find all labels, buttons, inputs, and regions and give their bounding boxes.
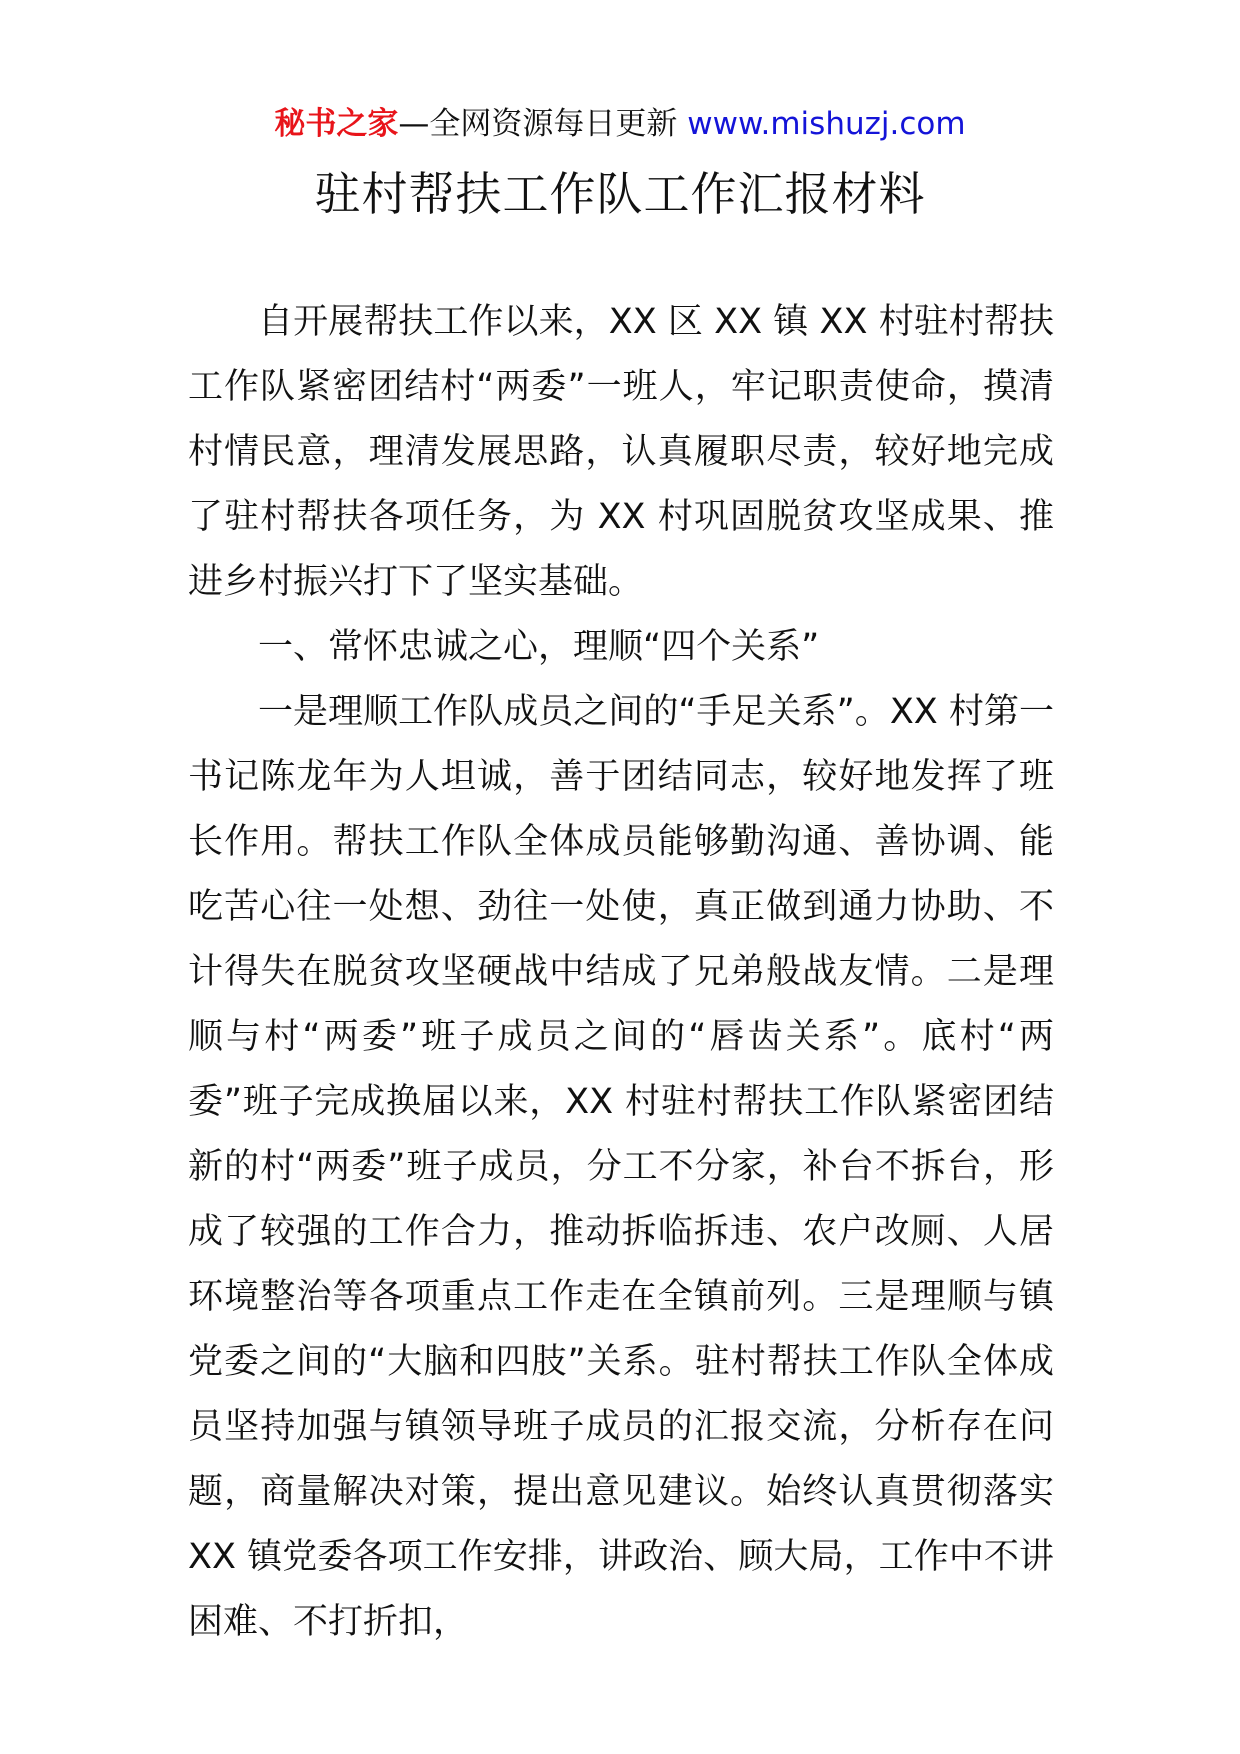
site-brand: 秘书之家 (274, 106, 399, 142)
intro-paragraph: 自开展帮扶工作以来，XX 区 XX 镇 XX 村驻村帮扶工作队紧密团结村“两委”一班人，牢记职责使命，摸清村情民意，理清发展思路，认真履职尽责，较好地完成了驻村帮扶各项任务，为 XX 村巩固脱贫攻坚成果、推进乡村振兴打下了坚实基础。 (188, 302, 1054, 602)
document-body (188, 290, 1054, 1655)
site-url-link[interactable]: www.mishuzj.com (687, 106, 966, 142)
site-header (0, 100, 1240, 148)
section-heading: 一、常怀忠诚之心，理顺“四个关系” (258, 627, 820, 667)
site-slogan: —全网资源每日更新 (398, 106, 678, 142)
section-paragraph: 一是理顺工作队成员之间的“手足关系”。XX 村第一书记陈龙年为人坦诚，善于团结同志，较好地发挥了班长作用。帮扶工作队全体成员能够勤沟通、善协调、能吃苦心往一处想、劲往一处使，真正做到通力协助、不计得失在脱贫攻坚硬战中结成了兄弟般战友情。二是理顺与村“两委”班子成员之间的“唇齿关系”。底村“两委”班子完成换届以来，XX 村驻村帮扶工作队紧密团结新的村“两委”班子成员，分工不分家，补台不拆台，形成了较强的工作合力，推动拆临拆违、农户改厕、人居环境整治等各项重点工作走在全镇前列。三是理顺与镇党委之间的“大脑和四肢”关系。驻村帮扶工作队全体成员坚持加强与镇领导班子成员的汇报交流，分析存在问题，商量解决对策，提出意见建议。始终认真贯彻落实 XX 镇党委各项工作安排，讲政治、顾大局，工作中不讲困难、不打折扣， (188, 692, 1054, 1642)
document-title: 驻村帮扶工作队工作汇报材料 (314, 167, 926, 221)
